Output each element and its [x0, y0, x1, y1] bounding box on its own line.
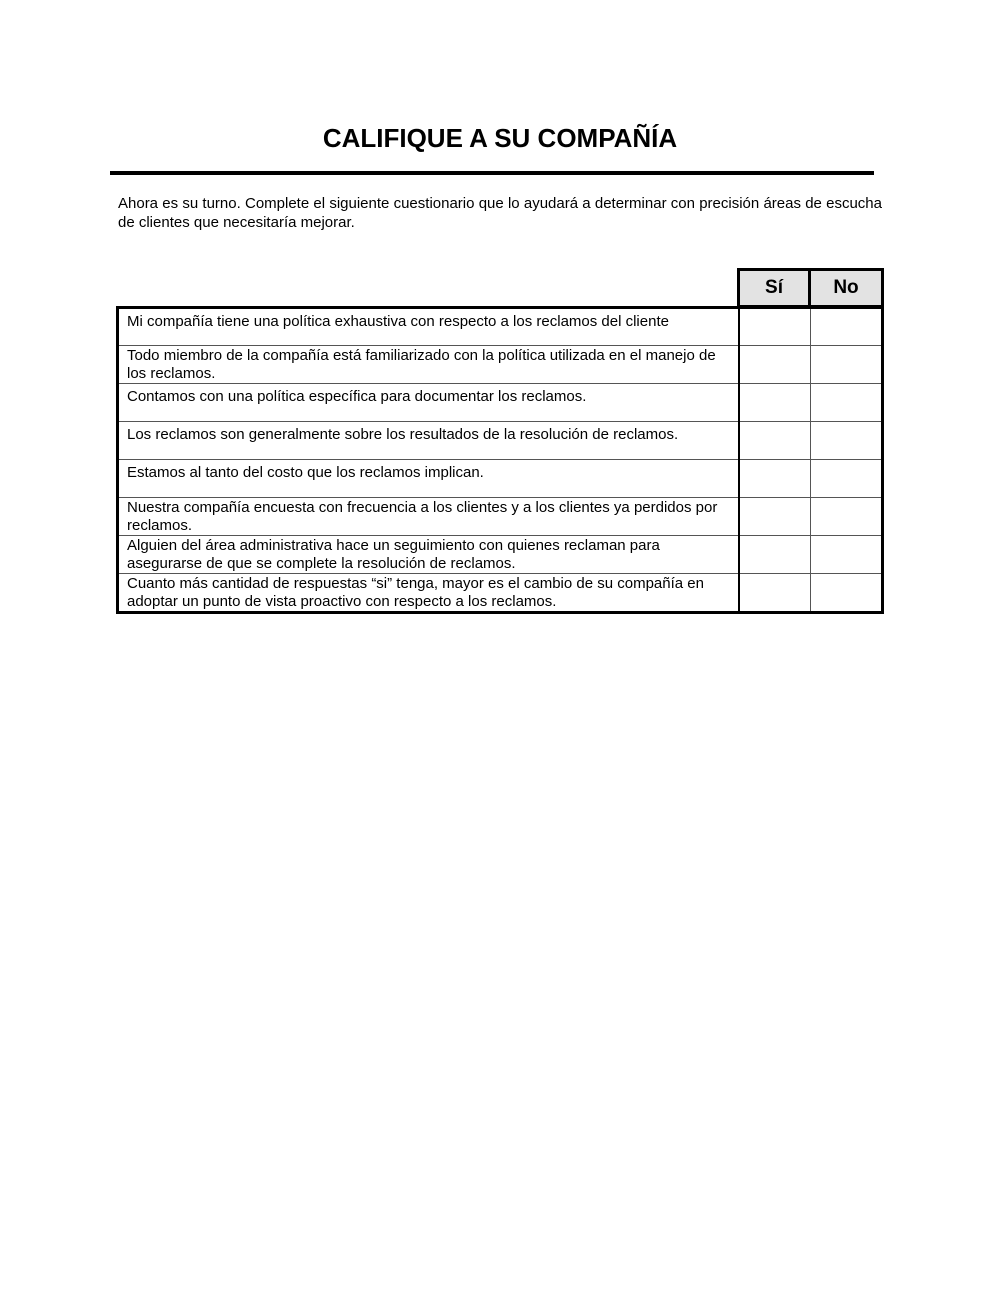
table-row — [118, 536, 883, 574]
question-text: Todo miembro de la compañía está familiarizado con la política utilizada en el manejo de los reclamos. — [118, 346, 739, 384]
yes-checkbox-cell[interactable] — [739, 498, 811, 536]
question-text: Contamos con una política específica para documentar los reclamos. — [118, 384, 739, 422]
intro-paragraph: Ahora es su turno. Complete el siguiente cuestionario que lo ayudará a determinar con precisión áreas de escucha de clientes que necesitaría mejorar. — [118, 195, 882, 231]
questionnaire-table — [116, 306, 884, 614]
question-text: Mi compañía tiene una política exhaustiva con respecto a los reclamos del cliente — [118, 308, 739, 346]
table-row — [118, 498, 883, 536]
page-title: CALIFIQUE A SU COMPAÑÍA — [322, 123, 678, 153]
table-row — [118, 346, 883, 384]
yes-checkbox-cell[interactable] — [739, 574, 811, 613]
yes-checkbox-cell[interactable] — [739, 308, 811, 346]
table-row — [118, 384, 883, 422]
no-checkbox-cell[interactable] — [811, 346, 883, 384]
no-checkbox-cell[interactable] — [811, 536, 883, 574]
yes-checkbox-cell[interactable] — [739, 346, 811, 384]
no-checkbox-cell[interactable] — [811, 498, 883, 536]
question-text: Cuanto más cantidad de respuestas “si” tenga, mayor es el cambio de su compañía en adoptar un punto de vista proactivo con respecto a los reclamos. — [118, 574, 739, 613]
no-checkbox-cell[interactable] — [811, 422, 883, 460]
no-checkbox-cell[interactable] — [811, 574, 883, 613]
question-text: Los reclamos son generalmente sobre los resultados de la resolución de reclamos. — [118, 422, 739, 460]
table-row — [118, 308, 883, 346]
yes-checkbox-cell[interactable] — [739, 422, 811, 460]
question-text: Estamos al tanto del costo que los reclamos implican. — [118, 460, 739, 498]
question-text: Alguien del área administrativa hace un seguimiento con quienes reclaman para asegurarse de que se complete la resolución de reclamos. — [118, 536, 739, 574]
table-row — [118, 460, 883, 498]
question-text: Nuestra compañía encuesta con frecuencia a los clientes y a los clientes ya perdidos por reclamos. — [118, 498, 739, 536]
column-header-no: No — [808, 268, 884, 308]
table-row — [118, 574, 883, 613]
table-row — [118, 422, 883, 460]
yes-checkbox-cell[interactable] — [739, 384, 811, 422]
no-checkbox-cell[interactable] — [811, 460, 883, 498]
column-header-yes: Sí — [737, 268, 811, 308]
title-divider — [110, 171, 874, 175]
yes-checkbox-cell[interactable] — [739, 460, 811, 498]
no-checkbox-cell[interactable] — [811, 384, 883, 422]
no-checkbox-cell[interactable] — [811, 308, 883, 346]
yes-checkbox-cell[interactable] — [739, 536, 811, 574]
